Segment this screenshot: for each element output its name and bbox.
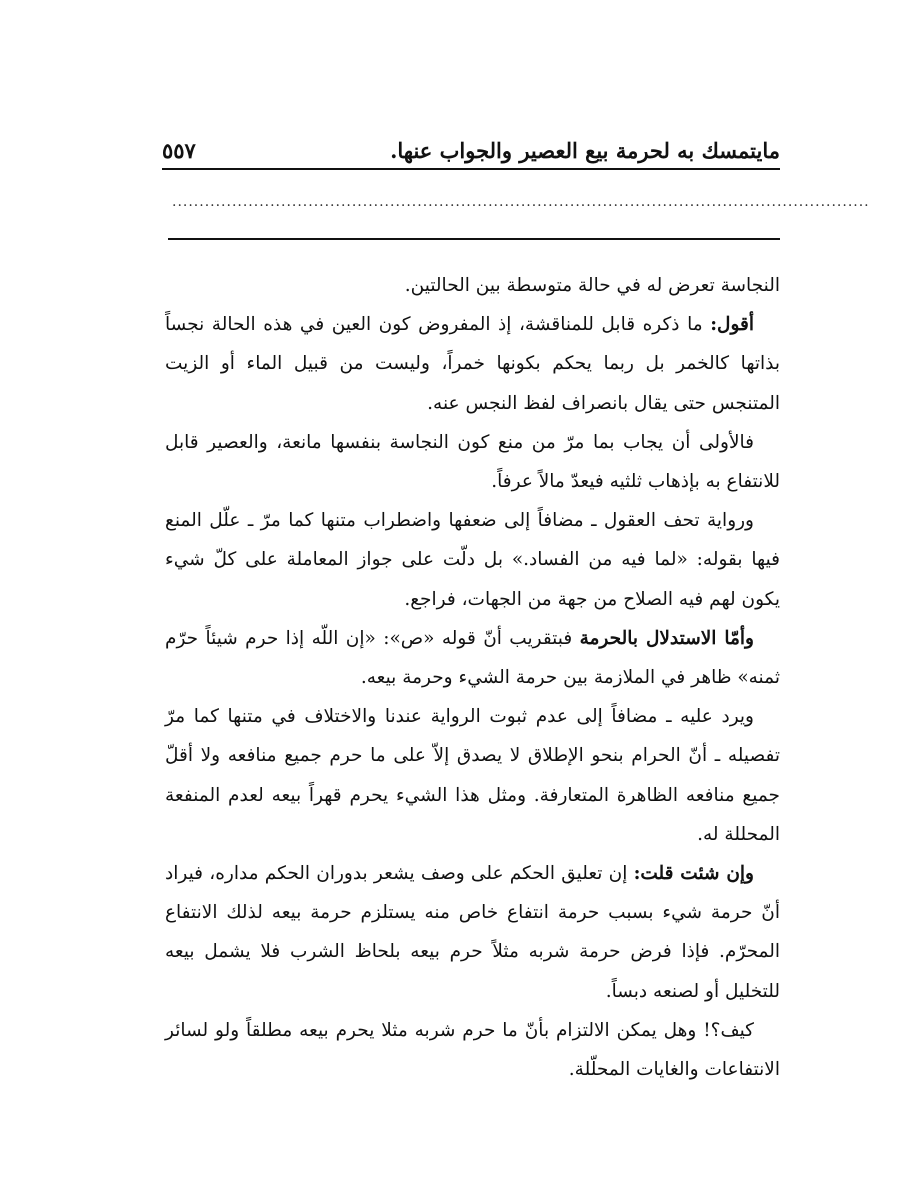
paragraph [165,305,780,423]
paragraph [165,501,780,619]
paragraph-text: كيف؟! وهل يمكن الالتزام بأنّ ما حرم شربه مثلا يحرم بيعه مطلقاً ولو لسائر الانتفاعات والغايات المحلّلة. [165,1019,780,1081]
paragraph-text: فبتقريب أنّ قوله «ص»: «إن اللّه إذا حرم شيئاً حرّم ثمنه» ظاهر في الملازمة بين حرمة الشيء وحرمة بيعه. [165,627,780,689]
paragraph-text: النجاسة تعرض له في حالة متوسطة بين الحالتين. [404,275,780,296]
page-number: ٥٥٧ [162,138,196,163]
paragraph [165,423,780,501]
paragraph-lead: وأمّا الاستدلال بالحرمة [579,627,754,649]
paragraph-text: ما ذكره قابل للمناقشة، إذ المفروض كون العين في هذه الحالة نجساً بذاتها كالخمر بل ربما يحكم بكونها خمراً، وليست من قبيل الماء أو الزيت المتنجس حتى يقال بانصراف لفظ النجس عنه. [165,314,780,414]
paragraph-text: ورواية تحف العقول ـ مضافاً إلى ضعفها واضطراب متنها كما مرّ ـ علّل المنع فيها بقوله: «لما فيه من الفساد.» بل دلّت على جواز المعاملة على كلّ شيء يكون لهم فيه الصلاح من جهة من الجهات، فراجع. [165,510,780,610]
separator-rule [168,238,780,240]
running-title: مايتمسك به لحرمة بيع العصير والجواب عنها. [390,138,780,163]
paragraph-lead: أقول: [710,314,754,336]
dotted-separator: ................................................................................................................................ [172,194,870,210]
paragraph-text: فالأولى أن يجاب بما مرّ من منع كون النجاسة بنفسها مانعة، والعصير قابل للانتفاع به بإذهاب ثلثيه فيعدّ مالاً عرفاً. [165,431,780,493]
paragraph [165,697,780,854]
paragraph [165,1011,780,1089]
paragraph-text: ويرد عليه ـ مضافاً إلى عدم ثبوت الرواية عندنا والاختلاف في متنها كما مرّ تفصيله ـ أنّ الحرام بنحو الإطلاق لا يصدق إلاّ على ما حرم جميع منافعه ولا أقلّ جميع منافعه الظاهرة المتعارفة. ومثل هذا الشيء يحرم قهراً بيعه لعدم المنفعة المحللة له. [165,706,780,845]
body-text [165,266,780,1089]
page-header [162,128,780,170]
paragraph [165,619,780,697]
paragraph [165,854,780,1011]
paragraph [165,266,780,305]
paragraph-lead: وإن شئت قلت: [633,863,754,885]
paragraph-text: إن تعليق الحكم على وصف يشعر بدوران الحكم مداره، فيراد أنّ حرمة شيء بسبب حرمة انتفاع خاص منه يستلزم حرمة بيعه لذلك الانتفاع المحرّم. فإذا فرض حرمة شربه مثلاً حرم بيعه بلحاظ الشرب فلا يشمل بيعه للتخليل أو لصنعه دبساً. [165,863,780,1002]
